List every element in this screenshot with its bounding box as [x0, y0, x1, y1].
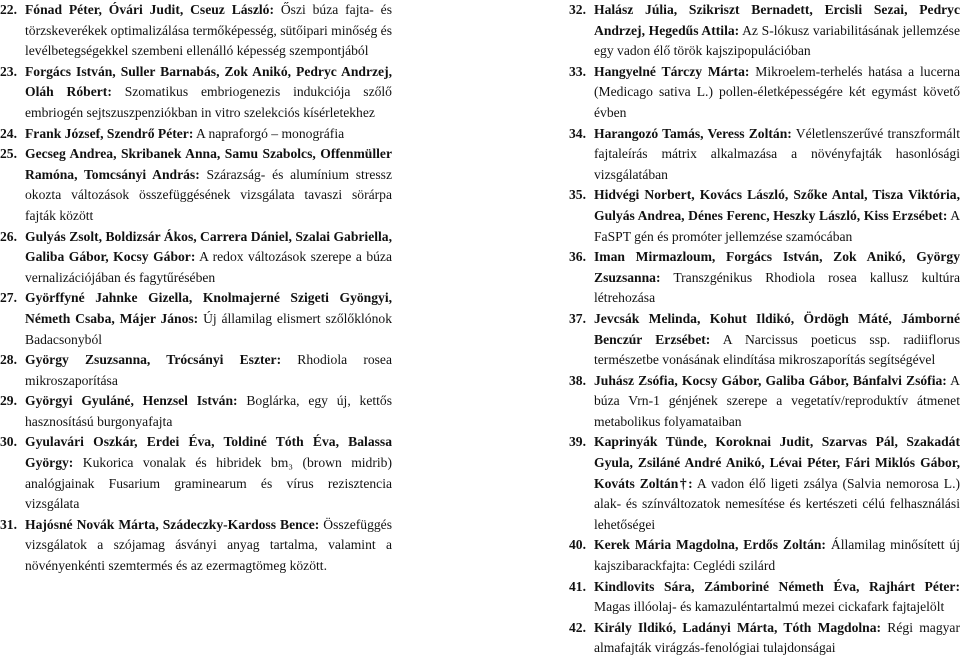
entry-number: 22.	[0, 2, 17, 17]
entry-title: Szárazság- és alumínium stressz okozta változások összefüggésének vizsgálata tavaszi sörárpa fajták között	[25, 166, 392, 223]
entry-authors: Hidvégi Norbert, Kovács László, Szőke Antal, Tisza Viktória, Gulyás Andrea, Dénes Ferenc, Heszky László, Kiss Erzsébet:	[594, 187, 960, 223]
reference-entry	[569, 618, 960, 659]
entry-title: A redox változások szerepe a búza vernalizációjában és fagytűrésében	[25, 249, 392, 285]
entry-title: Rhodiola rosea mikroszaporítása	[25, 352, 392, 388]
entry-authors: Gyulavári Oszkár, Erdei Éva, Toldiné Tóth Éva, Balassa György:	[25, 434, 392, 471]
left-column	[0, 0, 392, 577]
entry-authors: Harangozó Tamás, Veress Zoltán:	[594, 125, 792, 141]
reference-entry	[0, 432, 392, 514]
reference-entry	[0, 227, 392, 289]
entry-number: 31.	[0, 516, 17, 532]
right-column	[569, 0, 960, 659]
entry-number: 29.	[0, 393, 17, 409]
entry-number: 37.	[569, 310, 586, 326]
entry-authors: Frank József, Szendrő Péter:	[25, 125, 194, 141]
reference-entry	[569, 535, 960, 576]
entry-title: A napraforgó – monográfia	[196, 125, 345, 141]
entry-authors: Fónad Péter, Óvári Judit, Cseuz László:	[25, 2, 274, 17]
reference-entry	[569, 62, 960, 124]
entry-number: 39.	[569, 434, 586, 450]
entry-number: 41.	[569, 578, 586, 594]
entry-number: 23.	[0, 63, 17, 79]
reference-entry	[569, 309, 960, 371]
reference-entry	[569, 247, 960, 309]
entry-title: Véletlenszerűvé transzformált fajtaleírás mátrix alkalmazása a növényfajták hasonlósági vizsgálatában	[594, 125, 960, 182]
entry-title: A vadon élő ligeti zsálya (Salvia nemorosa L.) alak- és színváltozatok nemesítése és kertészeti célú felhasználási lehetőségei	[594, 475, 960, 532]
reference-entry	[569, 0, 960, 62]
entry-authors: Kaprinyák Tünde, Koroknai Judit, Szarvas Pál, Szakadát Gyula, Zsiláné André Anikó, Lévai Péter, Fári Miklós Gábor, Kováts Zoltán†:	[594, 434, 960, 491]
entry-title: Boglárka, egy új, kettős hasznosítású burgonyafajta	[25, 393, 392, 429]
entry-authors: Kindlovits Sára, Zámboriné Németh Éva, Rajhárt Péter:	[594, 578, 960, 594]
entry-number: 33.	[569, 63, 586, 79]
entry-authors: Forgács István, Suller Barnabás, Zok Anikó, Pedryc Andrzej, Oláh Róbert:	[25, 63, 392, 100]
entry-authors: Györffyné Jahnke Gizella, Knolmajerné Szigeti Gyöngyi, Németh Csaba, Májer János:	[25, 290, 392, 326]
entry-title: A FaSPT gén és promóter jellemzése szamócában	[594, 207, 960, 244]
reference-entry	[569, 432, 960, 535]
entry-title: Új államilag elismert szőlőklónok Badacsonyból	[25, 310, 392, 347]
reference-entry	[0, 124, 392, 145]
entry-number: 42.	[569, 619, 586, 635]
entry-title: A Narcissus poeticus ssp. radiiflorus természetbe vonásának elindítása mikroszaporítás segítségével	[594, 331, 960, 368]
entry-authors: Hajósné Novák Márta, Szádeczky-Kardoss Bence:	[25, 516, 320, 532]
entry-number: 35.	[569, 187, 586, 203]
entry-authors: Király Ildikó, Ladányi Márta, Tóth Magdolna:	[594, 619, 882, 635]
entry-title: Magas illóolaj- és kamazuléntartalmú mezei cickafark fajtajelölt	[594, 599, 945, 615]
entry-number: 24.	[0, 125, 17, 141]
entry-title: A búza Vrn-1 génjének szerepe a vegetatív/reproduktív átmenet metabolikus folyamataiban	[594, 372, 960, 429]
entry-authors: Gecseg Andrea, Skribanek Anna, Samu Szabolcs, Offenmüller Ramóna, Tomcsányi András:	[25, 146, 392, 182]
reference-entry	[569, 371, 960, 433]
entry-authors: Halász Júlia, Szikriszt Bernadett, Ercisli Sezai, Pedryc Andrzej, Hegedűs Attila:	[594, 2, 960, 38]
entry-number: 32.	[569, 2, 586, 17]
reference-entry	[0, 144, 392, 226]
reference-entry	[0, 515, 392, 577]
entry-number: 28.	[0, 352, 17, 368]
entry-title: Transzgénikus Rhodiola rosea kallusz kultúra létrehozása	[594, 269, 960, 306]
entry-title: Szomatikus embriogenezis indukciója szőlő embriogén sejtszuszpenziókban in vitro szelekciós kísérletekhez	[25, 84, 392, 120]
reference-entry	[0, 0, 392, 62]
reference-entry	[0, 62, 392, 124]
reference-entry	[0, 391, 392, 432]
entry-authors: György Zsuzsanna, Trócsányi Eszter:	[25, 352, 282, 368]
entry-number: 26.	[0, 228, 17, 244]
reference-entry	[0, 288, 392, 350]
entry-number: 40.	[569, 537, 586, 553]
entry-title: Régi magyar almafajták virágzás-fenológiai tulajdonságai	[594, 619, 960, 656]
entry-authors: Hangyelné Tárczy Márta:	[594, 63, 750, 79]
entry-title: Őszi búza fajta- és törzskeverékek optimalizálása termőképesség, sütőipari minőség és levélbetegségekkel szembeni ellenálló képesség szempontjából	[25, 2, 392, 59]
entry-title: Kukorica vonalak és hibridek bm₃ (brown midrib) analógjainak Fusarium graminearum és vírus rezisztencia vizsgálata	[25, 455, 392, 512]
reference-entry	[569, 124, 960, 186]
entry-authors: Jevcsák Melinda, Kohut Ildikó, Ördögh Máté, Jámborné Benczúr Erzsébet:	[594, 310, 960, 347]
reference-entry	[569, 577, 960, 618]
entry-number: 36.	[569, 249, 586, 265]
entry-authors: Kerek Mária Magdolna, Erdős Zoltán:	[594, 537, 826, 553]
entry-title: Államilag minősített új kajszibarackfajta: Ceglédi szilárd	[594, 537, 960, 574]
reference-entry	[0, 350, 392, 391]
entry-title: Mikroelem-terhelés hatása a lucerna (Medicago sativa L.) pollen-életképességére két egymást követő évben	[594, 63, 960, 120]
entry-authors: Gulyás Zsolt, Boldizsár Ákos, Carrera Dániel, Szalai Gabriella, Galiba Gábor, Kocsy Gábor:	[25, 228, 392, 265]
entry-number: 38.	[569, 372, 586, 388]
entry-number: 27.	[0, 290, 17, 306]
entry-number: 25.	[0, 146, 17, 162]
entry-authors: Iman Mirmazloum, Forgács István, Zok Anikó, György Zsuzsanna:	[594, 249, 960, 285]
reference-entry	[569, 185, 960, 247]
entry-authors: Györgyi Gyuláné, Henzsel István:	[25, 393, 238, 409]
entry-authors: Juhász Zsófia, Kocsy Gábor, Galiba Gábor, Bánfalvi Zsófia:	[594, 372, 947, 388]
entry-number: 30.	[0, 434, 17, 450]
entry-title: Az S-lókusz variabilitásának jellemzése egy vadon élő török kajszipopulációban	[594, 22, 960, 59]
entry-title: Összefüggés vizsgálatok a szójamag ásványi anyag tartalma, valamint a növényenkénti szemtermés és az ezermagtömeg között.	[25, 516, 393, 574]
entry-number: 34.	[569, 125, 586, 141]
